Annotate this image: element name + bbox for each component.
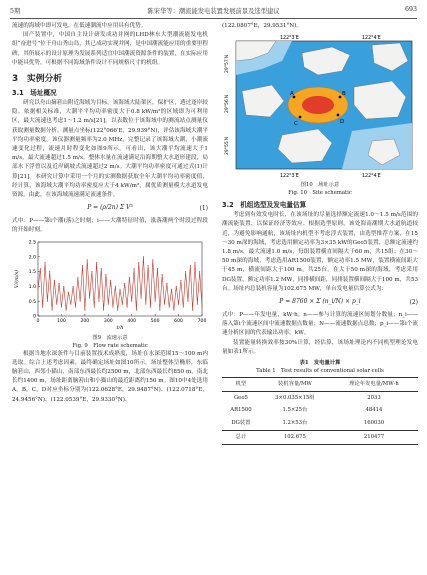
table-row — [222, 391, 418, 404]
table-cell: 2033 — [367, 394, 381, 401]
flow-rate-point — [68, 291, 69, 292]
map-tick-bottom: 122°4′E — [362, 174, 381, 180]
flow-rate-point — [192, 309, 193, 310]
x-axis-label: t/h — [116, 324, 124, 331]
flow-rate-point — [49, 271, 50, 272]
x-tick-label: 200 — [80, 318, 90, 324]
paragraph: 式中：P——第i个潮(落)之时刻；i——大潮特征时值，涨落潮两个时段过程段的开始时刻。 — [12, 218, 208, 234]
site-map-svg — [222, 31, 418, 181]
table-cell: 3×0.035×15组 — [275, 394, 315, 401]
x-tick-label: 700 — [197, 318, 207, 324]
flow-rate-point — [173, 309, 174, 310]
y-tick-label: 0 — [33, 314, 36, 320]
flow-rate-point — [52, 309, 53, 310]
y-tick-label: 1.0 — [28, 284, 36, 290]
right-column — [222, 22, 418, 445]
flow-rate-point — [180, 280, 181, 281]
flow-rate-point — [126, 306, 127, 307]
flow-rate-point — [166, 283, 167, 284]
table-header: 理论年发电量/MW·h — [330, 378, 418, 392]
flow-rate-point — [96, 262, 97, 263]
flow-rate-point — [122, 303, 123, 304]
flow-rate-point — [103, 309, 104, 310]
x-tick-label: 0 — [36, 318, 40, 324]
flow-rate-point — [40, 268, 41, 269]
equation-1 — [12, 200, 208, 217]
flow-rate-point — [63, 286, 64, 287]
flow-rate-point — [201, 306, 202, 307]
flow-rate-point — [70, 303, 71, 304]
table-total-row — [222, 431, 418, 445]
table-row — [222, 405, 418, 418]
y-tick-label: 1.5 — [28, 269, 36, 275]
flow-rate-point — [108, 303, 109, 304]
subsection-heading: 3.1 场址概况 — [12, 89, 57, 98]
flow-rate-chart-svg — [12, 236, 208, 334]
map-tick-top: 122°3′E — [280, 36, 299, 42]
map-tick-left: 29°57′N — [225, 55, 230, 74]
flow-rate-point — [61, 306, 62, 307]
flow-rate-point — [80, 300, 81, 301]
section-heading: 3 实例分析 — [12, 74, 63, 85]
plot-frame — [38, 242, 202, 316]
map-tick-top: 122°4′E — [362, 36, 381, 42]
table-cell: 102.675 — [260, 431, 330, 445]
flow-rate-point — [73, 286, 74, 287]
paragraph: 国产装置中，中国自主设计研发成功并网的LHD林东大型潮流能发电机组“奋进号”位于舟山秀山岛，其已成功实现并网，是中国潮流能应用的重要里程碑，其所展示的设计原理为发展系列适宜中国潮流资源条件的装置，在实际应用中能具优势，可根据不同海域条件设计不同规格尺寸的机组。 — [12, 32, 208, 66]
issue-number: 5期 — [10, 8, 21, 15]
flow-rate-point — [82, 265, 83, 266]
table-cell: 1.5×25台 — [282, 407, 308, 414]
flow-rate-point — [197, 303, 198, 304]
flow-rate-point — [66, 309, 67, 310]
flow-rate-point — [185, 271, 186, 272]
flow-rate-point — [176, 286, 177, 287]
flow-rate-point — [134, 268, 135, 269]
site-label-d: D — [340, 119, 345, 126]
paragraph: 考虑到有效发电时长，在该场址的尽量选择额定流速1.0～1.5 m/s范围的潮流能装置，以保证经济等效应。根据选型原则，该处海南潮期大水道航道较近，为避免影响通航，该场址内机型不考虑浮式装置，由选型推荐方案，在15～30 m深的海域，考虑选用额定功率为3×35 kW的Geo5装置，总额定流速约1.8 m/s，最大流速1.0 m/s，每组装置横直间隔大于60 m，共15组；在30～50 m深的海域，考虑选用AR1500装置，额定功率1.5 MW，装置横流间距大于45 m，横流间距大于100 m，共25台，在大于50 m深的海域，考虑采用DG装置，额定功率1.2 MW，同排横间距，同排装置横间隔大于100 m，共53台。场址内总装机容量为102.675 MW，单台发电量估算公式为： — [222, 212, 418, 292]
table-cell: 1.2×53台 — [282, 420, 308, 427]
flow-rate-point — [59, 283, 60, 284]
equation-number: (1) — [199, 205, 208, 213]
flow-rate-point — [155, 300, 156, 301]
flow-rate-point — [131, 300, 132, 301]
x-tick-label: 600 — [174, 318, 183, 324]
flow-rate-point — [199, 271, 200, 272]
paragraph: 式中：P——年发电量，kW·h；n——参与计算的流速区间划分数量；n_i——落入第i个流速区间中流速数据点数量；N——流速数据点总数；p_i——第i个流速分析区间的代表输出功率，kW。 — [222, 312, 418, 337]
flow-rate-point — [162, 274, 163, 275]
map-tick-left: 29°56′N — [225, 95, 230, 114]
header-rule — [10, 18, 417, 19]
flow-rate-point — [141, 297, 142, 298]
site-label-c: C — [294, 121, 298, 128]
flow-rate-point — [178, 303, 179, 304]
equation-formula: P = (ρ/2n) Σ V³ — [87, 204, 133, 212]
table-cell: 48414 — [365, 407, 383, 414]
figure-9-caption-en: Fig. 9 Flow rate schematic — [72, 342, 148, 349]
flow-rate-point — [42, 306, 43, 307]
table-1 — [222, 377, 418, 445]
site-core — [302, 96, 334, 114]
table-cell: Geo5 — [233, 394, 248, 401]
flow-rate-point — [112, 306, 113, 307]
flow-rate-point — [94, 306, 95, 307]
flow-rate-point — [152, 259, 153, 260]
flow-rate-point — [37, 288, 38, 289]
flow-rate-point — [105, 274, 106, 275]
flow-rate-point — [138, 262, 139, 263]
flow-rate-point — [117, 309, 118, 310]
paragraph: 根据当地水深条件与目前装置技术成熟度，场址在水深范围15～100 m内选取。综合上述考虑因素，最终确定场址如图10所示。场址整体呈椭形，东临脑箬山，西邻小猫山，南部东西最长约2500 m，北部东西最长约850 m，南北长约1400 m，场址距离脑箬山和小猫山的最近距离约150 m。图10中4处选用A，B，C，D对应坐标分别为(122.0628°E，29.9487°N)、(122.0718°E，24.9456°N)、(122.0539°E，29.9330°N)、 — [12, 350, 208, 403]
paragraph: 装置能量转换效率按30%计算，经估算，该场址理论内不同机型理论发电量如表1所示。 — [222, 339, 418, 355]
table-header: 装机容量/MW — [260, 378, 330, 392]
flow-rate-point — [136, 309, 137, 310]
flow-rate-point — [77, 277, 78, 278]
equation-number: (2) — [409, 299, 418, 307]
flow-rate-point — [169, 306, 170, 307]
flow-rate-point — [194, 262, 195, 263]
table-row — [222, 417, 418, 430]
site-point-c — [299, 116, 302, 119]
flow-rate-point — [44, 262, 45, 263]
equation-2 — [222, 294, 418, 311]
figure-10-caption: 图10 场址示意 — [300, 182, 340, 189]
flow-rate-point — [129, 277, 130, 278]
table-cell: 160030 — [363, 420, 385, 427]
x-tick-label: 300 — [103, 318, 113, 324]
flow-rate-point — [89, 297, 90, 298]
flow-rate-point — [145, 303, 146, 304]
flow-rate-point — [91, 271, 92, 272]
table-1-title: 表1 发电量计算 — [299, 360, 341, 367]
x-tick-label: 500 — [150, 318, 160, 324]
flow-rate-point — [98, 300, 99, 301]
table-header: 机型 — [222, 378, 260, 392]
left-column — [12, 22, 208, 405]
y-tick-label: 2.5 — [28, 240, 36, 246]
flow-rate-chart — [12, 236, 208, 334]
paragraph: 研究以舟山摘箬山附近海域为目标，该海域大陆架区，保护区，透过逢岸较隐。依据相关标准，大潮平平均功率密度大于0.8 kW/m²的区域即为可利用区，最大流速也考虑1～1.2 m/s[21]。以表数位于该海域中的测流站点测量仪获取测量数据分析，测量点坐标(122°066′E，29.939°N)，评估该海域大潮平平均功率密度。该仪器测量频率为2.0 MHz，完整记录了该海域大潮，小潮流速变化过程，流速月时程变化如图9所示。可看出，该大潮平均流速大于1 m/s，最大流速超过1.5 m/s。整体水量在流速满足沿海期整大水道形建段，局部水下浮曾以及近岸刷坡式流速超过2 m/s。大潮平均功率密度可通过式(1)计算[21]。本研究计算中采用一个月的实测数据获取全年大潮平均功率密度值，经计算，该海域大潮平均功率密度应大于4 kW/m²，属优质测量模大水道发电资源。由此，在该海域流速满足流速条件。 — [12, 100, 208, 199]
y-tick-label: 2.0 — [28, 255, 36, 261]
flow-rate-point — [190, 265, 191, 266]
subsection-heading: 3.2 机组选型及发电量估算 — [222, 201, 307, 210]
figure-9-caption: 图9 流速示意 — [92, 334, 128, 341]
flow-rate-point — [148, 265, 149, 266]
flow-rate-point — [187, 300, 188, 301]
flow-rate-point — [124, 283, 125, 284]
site-label-a: A — [290, 91, 294, 98]
table-cell: 总计 — [222, 431, 260, 445]
flow-rate-point — [84, 309, 85, 310]
paragraph: 流速的海域中即可发电，在低速潮流中应用具有优势。 — [12, 23, 147, 29]
map-tick-left: 29°55′N — [225, 137, 230, 156]
flow-rate-point — [171, 288, 172, 289]
flow-rate-point — [157, 268, 158, 269]
site-label-b: B — [342, 91, 346, 98]
paragraph: (122.0807°E，29.9531°N)。 — [222, 23, 302, 29]
site-map — [222, 31, 418, 181]
running-header — [10, 6, 417, 16]
running-title: 陈宋华等：潮流能发电装置发展前景及选型建议 — [147, 8, 280, 15]
y-axis-label: V/(m/s) — [14, 269, 20, 288]
site-point-b — [339, 96, 342, 99]
flow-rate-point — [87, 259, 88, 260]
flow-rate-point — [54, 280, 55, 281]
flow-rate-point — [183, 306, 184, 307]
figure-10-caption-en: Fig. 10 Site schematic — [288, 190, 352, 197]
flow-rate-point — [119, 288, 120, 289]
flow-rate-point — [115, 286, 116, 287]
flow-rate-point — [150, 306, 151, 307]
table-cell: 210477 — [330, 431, 418, 445]
map-tick-bottom: 122°3′E — [280, 174, 299, 180]
x-tick-label: 100 — [57, 318, 66, 324]
flow-rate-point — [56, 303, 57, 304]
page-number: 693 — [404, 6, 417, 13]
equation-formula: P = 8760 × Σ (n_i/N) × p_i — [279, 298, 361, 306]
flow-rate-point — [159, 309, 160, 310]
table-cell: DG装置 — [231, 420, 251, 427]
y-tick-label: 0.5 — [28, 299, 36, 305]
flow-rate-point — [110, 280, 111, 281]
flow-rate-point — [75, 306, 76, 307]
table-1-title-en: Table 1 Test results of conventional solar cells — [256, 368, 384, 375]
site-point-d — [337, 114, 340, 117]
flow-rate-point — [47, 300, 48, 301]
flow-rate-point — [164, 303, 165, 304]
flow-rate-series-line — [38, 256, 202, 309]
flow-rate-point — [101, 268, 102, 269]
x-tick-label: 400 — [127, 318, 137, 324]
flow-rate-point — [143, 256, 144, 257]
table-cell: AR1500 — [230, 407, 252, 414]
